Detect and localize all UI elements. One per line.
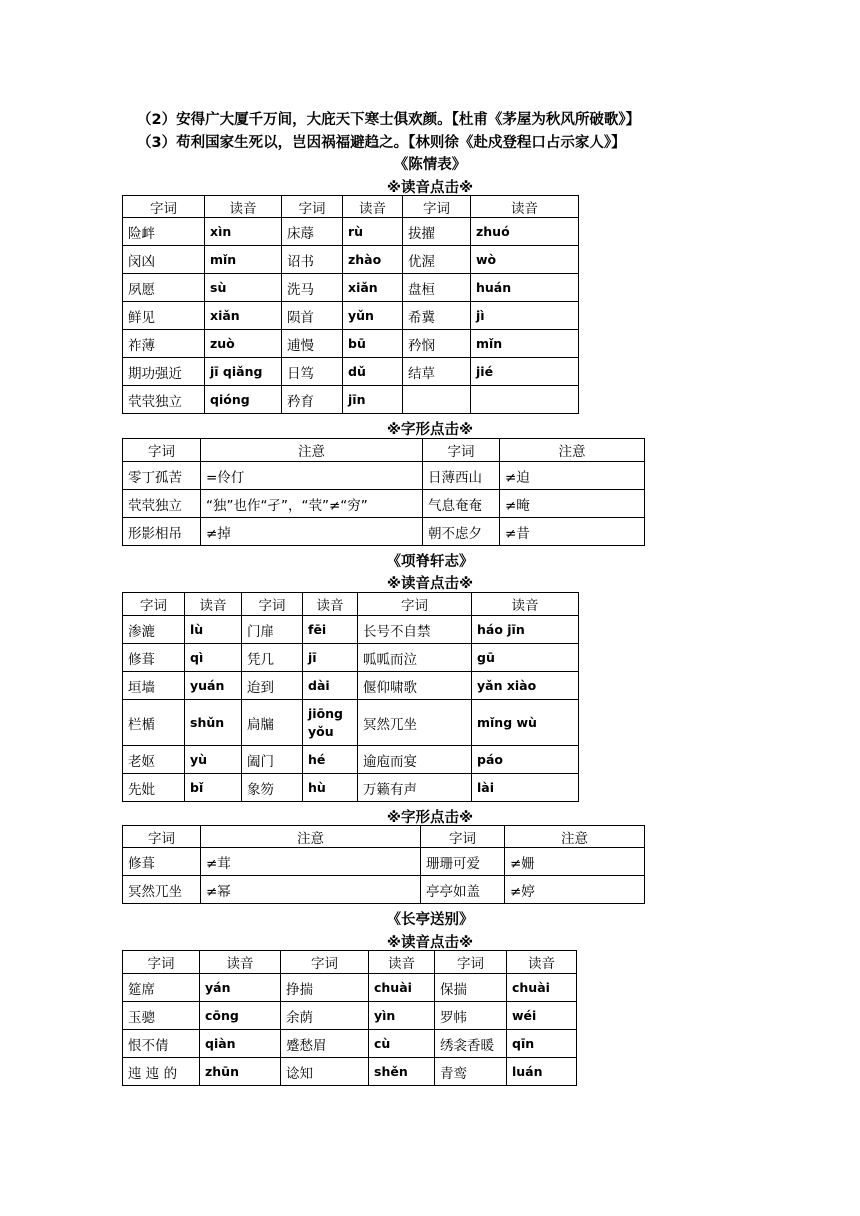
table-row bbox=[123, 246, 579, 274]
pronunciation-cell: jī bbox=[303, 644, 358, 672]
column-header: 字词 bbox=[358, 593, 472, 616]
pronunciation-cell: xiǎn bbox=[343, 274, 403, 302]
shape-heading-xiangjixuanzhi[interactable]: ※字形点击※ bbox=[386, 810, 474, 826]
shape-table-chenqingbiao bbox=[122, 438, 645, 546]
word-cell: 诏书 bbox=[282, 246, 343, 274]
table-row bbox=[123, 644, 579, 672]
word-cell: 祚薄 bbox=[123, 330, 205, 358]
pronunciation-cell: páo bbox=[472, 746, 579, 774]
word-cell: 挣揣 bbox=[281, 974, 369, 1002]
word-cell: 结草 bbox=[403, 358, 471, 386]
pronunciation-cell: cù bbox=[369, 1030, 435, 1058]
word-cell: 凭几 bbox=[242, 644, 303, 672]
word-cell: 鲜见 bbox=[123, 302, 205, 330]
pronunciation-cell: chuài bbox=[369, 974, 435, 1002]
word-cell: 修葺 bbox=[123, 644, 185, 672]
table-row bbox=[123, 774, 579, 802]
pronunciation-cell: jī qiǎng bbox=[205, 358, 282, 386]
word-cell: 扃牖 bbox=[242, 700, 303, 746]
word-cell: 栏楯 bbox=[123, 700, 185, 746]
pronunciation-cell: qì bbox=[185, 644, 242, 672]
column-header: 注意 bbox=[500, 439, 645, 462]
word-cell: 余荫 bbox=[281, 1002, 369, 1030]
table-row bbox=[123, 302, 579, 330]
column-header: 字词 bbox=[123, 196, 205, 218]
word-cell: 老妪 bbox=[123, 746, 185, 774]
word-cell: 迍 迍 的 bbox=[123, 1058, 200, 1086]
column-header: 读音 bbox=[303, 593, 358, 616]
table-row bbox=[123, 876, 645, 904]
column-header: 字词 bbox=[123, 951, 200, 974]
word-cell: 逋慢 bbox=[282, 330, 343, 358]
table-row bbox=[123, 330, 579, 358]
word-cell: 迨到 bbox=[242, 672, 303, 700]
table-header-row bbox=[123, 439, 645, 462]
word-cell bbox=[403, 386, 471, 414]
pronunciation-cell: háo jīn bbox=[472, 616, 579, 644]
table-row bbox=[123, 700, 579, 746]
pronunciation-cell: cōng bbox=[200, 1002, 281, 1030]
pronunciation-cell: qiàn bbox=[200, 1030, 281, 1058]
table-row bbox=[123, 1002, 577, 1030]
reading-heading-xiangjixuanzhi[interactable]: ※读音点击※ bbox=[386, 576, 474, 592]
word-cell: 形影相吊 bbox=[123, 518, 201, 546]
section-title-changtingsongbie: 《长亭送别》 bbox=[386, 912, 474, 928]
column-header: 读音 bbox=[507, 951, 577, 974]
shape-table-xiangjixuanzhi bbox=[122, 825, 645, 904]
column-header: 字词 bbox=[123, 826, 201, 848]
note-cell: ≠婷 bbox=[505, 876, 645, 904]
word-cell: 洗马 bbox=[282, 274, 343, 302]
column-header: 字词 bbox=[123, 593, 185, 616]
section-title-chenqingbiao: 《陈情表》 bbox=[393, 157, 467, 173]
pronunciation-cell: luán bbox=[507, 1058, 577, 1086]
pronunciation-cell bbox=[471, 386, 579, 414]
table-row bbox=[123, 518, 645, 546]
table-row bbox=[123, 358, 579, 386]
pronunciation-cell: wò bbox=[471, 246, 579, 274]
reading-heading-changtingsongbie[interactable]: ※读音点击※ bbox=[386, 935, 474, 951]
word-cell: 偃仰啸歌 bbox=[358, 672, 472, 700]
note-cell: ≠晻 bbox=[500, 490, 645, 518]
column-header: 读音 bbox=[343, 196, 403, 218]
pronunciation-cell: yuán bbox=[185, 672, 242, 700]
table-row bbox=[123, 274, 579, 302]
pronunciation-cell: qīn bbox=[507, 1030, 577, 1058]
table-row bbox=[123, 746, 579, 774]
note-cell: ≠茸 bbox=[201, 848, 421, 876]
word-cell: 修葺 bbox=[123, 848, 201, 876]
table-row bbox=[123, 218, 579, 246]
word-cell: 保揣 bbox=[435, 974, 507, 1002]
word-cell: 筵席 bbox=[123, 974, 200, 1002]
pronunciation-cell: xiǎn bbox=[205, 302, 282, 330]
word-cell: 茕茕独立 bbox=[123, 490, 201, 518]
reading-heading-chenqingbiao[interactable]: ※读音点击※ bbox=[386, 180, 474, 196]
pronunciation-cell: yǎn xiào bbox=[472, 672, 579, 700]
table-row bbox=[123, 1030, 577, 1058]
pronunciation-cell: lù bbox=[185, 616, 242, 644]
pronunciation-cell: hù bbox=[303, 774, 358, 802]
pronunciation-cell: jīn bbox=[343, 386, 403, 414]
column-header: 字词 bbox=[435, 951, 507, 974]
column-header: 字词 bbox=[242, 593, 303, 616]
word-cell: 先妣 bbox=[123, 774, 185, 802]
section-title-xiangjixuanzhi: 《项脊轩志》 bbox=[386, 554, 474, 570]
pronunciation-cell: fēi bbox=[303, 616, 358, 644]
word-cell: 垣墙 bbox=[123, 672, 185, 700]
pronunciation-cell: bǐ bbox=[185, 774, 242, 802]
word-cell: 门扉 bbox=[242, 616, 303, 644]
pronunciation-cell: dài bbox=[303, 672, 358, 700]
word-cell: 拔擢 bbox=[403, 218, 471, 246]
pronunciation-cell: jì bbox=[471, 302, 579, 330]
pronunciation-cell: lài bbox=[472, 774, 579, 802]
column-header: 读音 bbox=[205, 196, 282, 218]
reading-table-chenqingbiao bbox=[122, 195, 579, 414]
pronunciation-cell: qióng bbox=[205, 386, 282, 414]
pronunciation-cell: gū bbox=[472, 644, 579, 672]
pronunciation-cell: zuò bbox=[205, 330, 282, 358]
column-header: 字词 bbox=[403, 196, 471, 218]
column-header: 字词 bbox=[281, 951, 369, 974]
column-header: 读音 bbox=[471, 196, 579, 218]
note-cell: ≠姗 bbox=[505, 848, 645, 876]
column-header: 字词 bbox=[123, 439, 201, 462]
word-cell: 象笏 bbox=[242, 774, 303, 802]
table-header-row bbox=[123, 196, 579, 218]
word-cell: 冥然兀坐 bbox=[358, 700, 472, 746]
word-cell: 绣衾香暖 bbox=[435, 1030, 507, 1058]
column-header: 读音 bbox=[185, 593, 242, 616]
column-header: 读音 bbox=[472, 593, 579, 616]
word-cell: 闵凶 bbox=[123, 246, 205, 274]
word-cell: 盘桓 bbox=[403, 274, 471, 302]
word-cell: 万籁有声 bbox=[358, 774, 472, 802]
pronunciation-cell: shǔn bbox=[185, 700, 242, 746]
word-cell: 青鸾 bbox=[435, 1058, 507, 1086]
word-cell: 玉骢 bbox=[123, 1002, 200, 1030]
word-cell: 优渥 bbox=[403, 246, 471, 274]
pronunciation-cell: yán bbox=[200, 974, 281, 1002]
word-cell: 期功强近 bbox=[123, 358, 205, 386]
word-cell: 阖门 bbox=[242, 746, 303, 774]
column-header: 字词 bbox=[282, 196, 343, 218]
word-cell: 床蓐 bbox=[282, 218, 343, 246]
note-cell: ≠掉 bbox=[201, 518, 423, 546]
pronunciation-cell: sù bbox=[205, 274, 282, 302]
column-header: 注意 bbox=[201, 439, 423, 462]
column-header: 字词 bbox=[423, 439, 500, 462]
word-cell: 险衅 bbox=[123, 218, 205, 246]
word-cell: 谂知 bbox=[281, 1058, 369, 1086]
word-cell: 日薄西山 bbox=[423, 462, 500, 490]
pronunciation-cell: bū bbox=[343, 330, 403, 358]
word-cell: 茕茕独立 bbox=[123, 386, 205, 414]
pronunciation-cell: zhuó bbox=[471, 218, 579, 246]
word-cell: 希冀 bbox=[403, 302, 471, 330]
column-header: 注意 bbox=[505, 826, 645, 848]
table-row bbox=[123, 462, 645, 490]
note-cell: =伶仃 bbox=[201, 462, 423, 490]
pronunciation-cell: dǔ bbox=[343, 358, 403, 386]
table-header-row bbox=[123, 951, 577, 974]
pronunciation-cell: mǐng wù bbox=[472, 700, 579, 746]
word-cell: 日笃 bbox=[282, 358, 343, 386]
word-cell: 夙愿 bbox=[123, 274, 205, 302]
word-cell: 逾庖而宴 bbox=[358, 746, 472, 774]
note-cell: “独”也作“孑”，“茕”≠“穷” bbox=[201, 490, 423, 518]
reading-table-changtingsongbie bbox=[122, 950, 577, 1086]
word-cell: 呱呱而泣 bbox=[358, 644, 472, 672]
table-row bbox=[123, 848, 645, 876]
table-row bbox=[123, 490, 645, 518]
word-cell: 珊珊可爱 bbox=[421, 848, 505, 876]
table-row bbox=[123, 1058, 577, 1086]
word-cell: 亭亭如盖 bbox=[421, 876, 505, 904]
pronunciation-cell: jiōng yǒu bbox=[303, 700, 358, 746]
word-cell: 朝不虑夕 bbox=[423, 518, 500, 546]
pronunciation-cell: xìn bbox=[205, 218, 282, 246]
pronunciation-cell: zhūn bbox=[200, 1058, 281, 1086]
pronunciation-cell: mǐn bbox=[205, 246, 282, 274]
pronunciation-cell: shěn bbox=[369, 1058, 435, 1086]
pronunciation-cell: jié bbox=[471, 358, 579, 386]
word-cell: 蹙愁眉 bbox=[281, 1030, 369, 1058]
word-cell: 矜悯 bbox=[403, 330, 471, 358]
column-header: 读音 bbox=[369, 951, 435, 974]
word-cell: 零丁孤苦 bbox=[123, 462, 201, 490]
word-cell: 矜育 bbox=[282, 386, 343, 414]
column-header: 读音 bbox=[200, 951, 281, 974]
word-cell: 恨不倩 bbox=[123, 1030, 200, 1058]
intro-line-2: （2）安得广大厦千万间，大庇天下寒士俱欢颜。【杜甫《茅屋为秋风所破歌》】 bbox=[137, 112, 641, 128]
table-header-row bbox=[123, 826, 645, 848]
word-cell: 长号不自禁 bbox=[358, 616, 472, 644]
note-cell: ≠迫 bbox=[500, 462, 645, 490]
pronunciation-cell: hé bbox=[303, 746, 358, 774]
pronunciation-cell: huán bbox=[471, 274, 579, 302]
word-cell: 冥然兀坐 bbox=[123, 876, 201, 904]
table-row bbox=[123, 672, 579, 700]
shape-heading-chenqingbiao[interactable]: ※字形点击※ bbox=[386, 422, 474, 438]
pronunciation-cell: zhào bbox=[343, 246, 403, 274]
word-cell: 渗漉 bbox=[123, 616, 185, 644]
pronunciation-cell: yǔn bbox=[343, 302, 403, 330]
table-row bbox=[123, 386, 579, 414]
column-header: 字词 bbox=[421, 826, 505, 848]
pronunciation-cell: chuài bbox=[507, 974, 577, 1002]
note-cell: ≠幂 bbox=[201, 876, 421, 904]
word-cell: 气息奄奄 bbox=[423, 490, 500, 518]
intro-line-3: （3）苟利国家生死以，岂因祸福避趋之。【林则徐《赴戍登程口占示家人》】 bbox=[137, 135, 626, 151]
table-header-row bbox=[123, 593, 579, 616]
word-cell: 陨首 bbox=[282, 302, 343, 330]
table-row bbox=[123, 974, 577, 1002]
word-cell: 罗帏 bbox=[435, 1002, 507, 1030]
column-header: 注意 bbox=[201, 826, 421, 848]
pronunciation-cell: wéi bbox=[507, 1002, 577, 1030]
reading-table-xiangjixuanzhi bbox=[122, 592, 579, 802]
pronunciation-cell: yù bbox=[185, 746, 242, 774]
table-row bbox=[123, 616, 579, 644]
note-cell: ≠昔 bbox=[500, 518, 645, 546]
pronunciation-cell: mǐn bbox=[471, 330, 579, 358]
pronunciation-cell: yìn bbox=[369, 1002, 435, 1030]
pronunciation-cell: rù bbox=[343, 218, 403, 246]
